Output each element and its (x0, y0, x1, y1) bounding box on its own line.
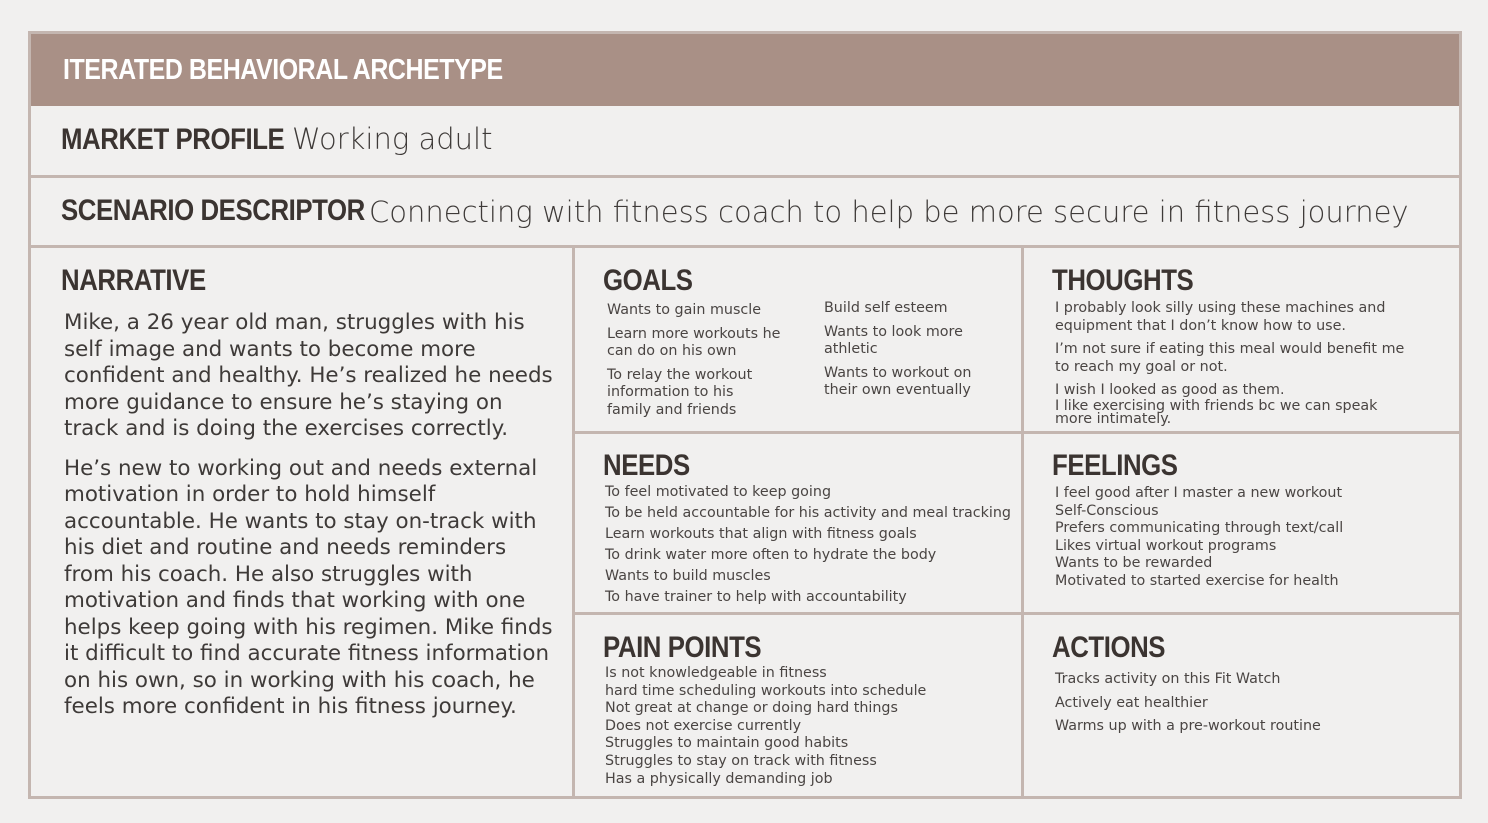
goals-right-list (824, 300, 999, 406)
narrative-text (64, 310, 554, 734)
actions-list (1055, 671, 1435, 736)
list-item: I’m not sure if eating this meal would benefit me to reach my goal or not. (1055, 341, 1405, 375)
narrative-label: NARRATIVE (61, 264, 206, 297)
list-item: Likes virtual workout programs (1055, 537, 1277, 554)
list-item: I probably look silly using these machines and equipment that I don’t know how to use. (1055, 300, 1386, 334)
list-item: Tracks activity on this Fit Watch (1055, 671, 1281, 687)
list-item: To drink water more often to hydrate the body (605, 546, 937, 563)
list-item: Wants to look more athletic (824, 323, 963, 358)
thoughts-list (1055, 300, 1415, 432)
narrative-paragraph: He’s new to working out and needs external motivation in order to hold himself accountable. He wants to stay on-track with his diet and routine and needs reminders from his coach. He also struggles with motivation and finds that working with one helps keep going with his regimen. Mike finds it difficult to find accurate fitness information on his own, so in working with his coach, he feels more confident in his fitness journey. (64, 455, 553, 719)
divider (31, 175, 1459, 178)
actions-label: ACTIONS (1052, 631, 1166, 664)
list-item: Warms up with a pre-workout routine (1055, 718, 1321, 735)
list-item: Learn more workouts he can do on his own (607, 325, 781, 360)
list-item: Does not exercise currently (605, 717, 802, 734)
archetype-card (28, 31, 1462, 799)
needs-label: NEEDS (603, 449, 690, 482)
list-item: Build self esteem (824, 300, 948, 316)
list-item: Is not knowledgeable in fitness (605, 665, 827, 681)
list-item: Struggles to stay on track with fitness (605, 752, 877, 769)
list-item: To feel motivated to keep going (605, 484, 832, 500)
scenario-value: Connecting with fitness coach to help be more secure in fitness journey (369, 195, 1409, 229)
list-item: Not great at change or doing hard things (605, 700, 898, 717)
list-item: I feel good after I master a new workout (1055, 485, 1343, 501)
title-bar (31, 34, 1459, 106)
list-item: Wants to gain muscle (607, 302, 762, 318)
feelings-list (1055, 485, 1435, 591)
divider (1021, 245, 1024, 796)
goals-left-list (607, 302, 807, 426)
market-profile-value: Working adult (292, 122, 493, 156)
pain-points-label: PAIN POINTS (603, 631, 762, 664)
divider (31, 245, 1459, 248)
list-item: Wants to workout on their own eventually (824, 364, 972, 399)
list-item: Struggles to maintain good habits (605, 735, 849, 752)
list-item: To have trainer to help with accountability (605, 588, 907, 605)
list-item: Prefers communicating through text/call (1055, 520, 1344, 537)
page-title: ITERATED BEHAVIORAL ARCHETYPE (63, 54, 503, 86)
narrative-paragraph: Mike, a 26 year old man, struggles with his self image and wants to become more confident and healthy. He’s realized he needs more guidance to ensure he’s staying on track and is doing the exercises correctly. (64, 310, 553, 441)
divider (572, 245, 575, 796)
list-item: Motivated to started exercise for health (1055, 572, 1339, 589)
list-item: Self-Conscious (1055, 502, 1159, 519)
needs-list (605, 484, 1015, 610)
list-item: Has a physically demanding job (605, 770, 833, 787)
feelings-label: FEELINGS (1052, 449, 1178, 482)
list-item: I wish I looked as good as them. (1055, 382, 1285, 399)
pain-points-list (605, 665, 1015, 788)
list-item: hard time scheduling workouts into schedule (605, 682, 927, 699)
thoughts-label: THOUGHTS (1052, 264, 1194, 297)
scenario-label: SCENARIO DESCRIPTOR (61, 194, 365, 227)
divider (572, 612, 1459, 615)
list-item: Wants to be rewarded (1055, 555, 1213, 572)
list-item: Actively eat healthier (1055, 694, 1208, 711)
list-item: Wants to build muscles (605, 567, 771, 584)
list-item: To relay the workout information to his family and friends (607, 366, 753, 418)
list-item: To be held accountable for his activity and meal tracking (605, 504, 1011, 521)
goals-label: GOALS (603, 264, 693, 297)
list-item: Learn workouts that align with fitness goals (605, 525, 917, 542)
list-item: I like exercising with friends bc we can speak more intimately. (1055, 397, 1378, 427)
market-profile-label: MARKET PROFILE (61, 123, 285, 156)
